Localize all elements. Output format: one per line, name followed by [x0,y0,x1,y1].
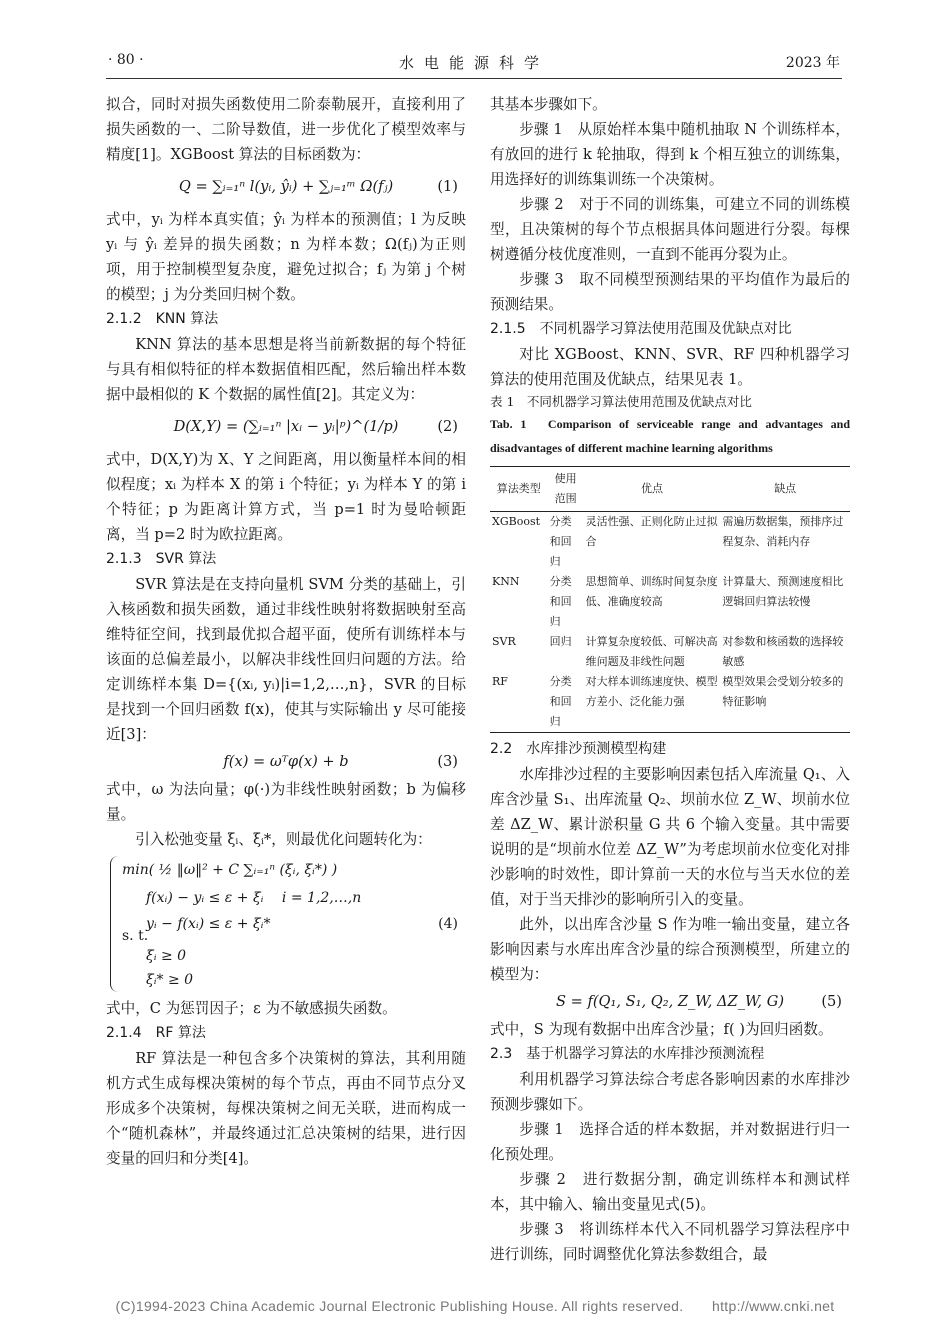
equation-4-brace [110,856,121,992]
equation-4-objective: min( ½ ‖ω‖² + C ∑ᵢ₌₁ⁿ (ξᵢ, ξᵢ*) ) [122,862,338,878]
eq2-description: 式中，D(X,Y)为 X、Y 之间距离，用以衡量样本间的相似程度；xᵢ 为样本 X 的第 i 个特征；yᵢ 为样本 Y 的第 i 个特征；p 为距离计算方式，当 p=1 时为曼哈顿距离，当 p=2 时为欧拉距离。 [106,451,466,543]
heading-model: 2.2 水库排沙预测模型构建 [490,741,667,757]
table-header-row [490,467,850,512]
rf-paragraph: RF 算法是一种包含多个决策树的算法，其利用随机方式生成每棵决策树的每个节点，再由不同节点分叉形成多个决策树，每棵决策树之间无关联，进而构成一个“随机森林”，并最终通过汇总决策树的结果，进行因变量的回归和分类[4]。 [106,1050,466,1167]
equation-4-st: s. t. [122,928,149,944]
comparison-table [490,466,850,733]
svr-paragraph: SVR 算法是在支持向量机 SVM 分类的基础上，引入核函数和损失函数，通过非线性映射将数据映射至高维特征空间，找到最优拟合超平面，使所有训练样本与该面的总偏差最小，以解决非线性回归问题的方法。给定训练样本集 D={(xᵢ, yᵢ)|i=1,2,…,n}，SVR 的目标是找到一个回归函数 f(x)，使其与实际输出 y 尽可能接近[3]： [106,576,466,743]
xgb-paragraph: 拟合，同时对损失函数使用二阶泰勒展开，直接利用了损失函数的一、二阶导数值，进一步优化了模型效率与精度[1]。XGBoost 算法的目标函数为： [106,96,466,163]
flow-paragraph: 利用机器学习算法综合考虑各影响因素的水库排沙预测步骤如下。 [490,1071,850,1113]
copyright-footer: (C)1994-2023 China Academic Journal Electronic Publishing House. All rights reserved. http://www.cnki.net [115,1298,835,1314]
page-header [108,52,840,76]
table-cell: 分类和回归 [549,575,572,628]
equation-4-number: (4) [438,916,458,932]
table-cell: 对参数和核函数的选择较敏感 [722,635,844,668]
knn-paragraph: KNN 算法的基本思想是将当前新数据的每个特征与具有相似特征的样本数据值相匹配，然后输出样本数据中最相似的 K 个数据的属性值[2]。其定义为： [106,336,466,403]
equation-5-number: (5) [821,993,842,1010]
table-cell: SVR [492,635,516,648]
flow-step-3: 步骤 3 将训练样本代入不同机器学习算法程序中进行训练，同时调整优化算法参数组合，最 [490,1221,850,1263]
equation-3 [106,747,466,777]
model-paragraph-2: 此外，以出库含沙量 S 作为唯一输出变量，建立各影响因素与水库出库含沙量的综合预测模型，所建立的模型为： [490,916,850,983]
table-caption-en: Tab. 1 Comparison of serviceable range and advantages and disadvantages of different machine learning algorithms [490,417,850,455]
table-cell: 分类和回归 [548,672,584,733]
eq1-description: 式中，yᵢ 为样本真实值；ŷᵢ 为样本的预测值；l 为反映 yᵢ 与 ŷᵢ 差异的损失函数；n 为样本数；Ω(fⱼ)为正则项，用于控制模型复杂度，避免过拟合；fⱼ 为第 j 个树的模型；j 为分类回归树个数。 [106,211,466,303]
rf-steps-intro: 其基本步骤如下。 [490,96,607,113]
table-header-cell: 优点 [584,467,721,512]
left-column [106,92,466,1171]
journal-name: 水电能源科学 [398,54,549,72]
table-header-cell: 算法类型 [490,467,548,512]
table-row [490,672,850,733]
equation-2-body: D(X,Y) = (∑ᵢ₌₁ⁿ |xᵢ − yᵢ|ᵖ)^(1/p) [173,418,399,435]
table-cell: 需遍历数据集，预排序过程复杂、消耗内存 [722,515,844,548]
table-caption-cn: 表 1 不同机器学习算法使用范围及优缺点对比 [490,394,752,409]
rf-step-1: 步骤 1 从原始样本集中随机抽取 N 个训练样本，有放回的进行 k 轮抽取，得到 k 个相互独立的训练集，用选择好的训练集训练一个决策树。 [490,121,850,188]
table-header-cell: 缺点 [720,467,850,512]
eq4-description: 式中，C 为惩罚因子；ε 为不敏感损失函数。 [106,1000,397,1017]
model-paragraph-1: 水库排沙过程的主要影响因素包括入库流量 Q₁、入库含沙量 S₁、出库流量 Q₂、坝前水位 Z_W、坝前水位差 ΔZ_W、累计淤积量 G 共 6 个输入变量。其中需要说明的是“坝前水位差 ΔZ_W”为考虑坝前水位变化对排沙影响的时效性，即计算前一天的水位与当天水位的差值，对于当天排沙的影响所引入的变量。 [490,766,850,908]
equation-1 [106,167,466,207]
slack-paragraph: 引入松弛变量 ξᵢ、ξᵢ*，则最优化问题转化为： [135,831,432,848]
equation-3-body: f(x) = ωᵀφ(x) + b [223,753,349,770]
table-row [490,572,850,632]
table-cell: 灵活性强、正则化防止过拟合 [585,515,718,548]
heading-flow: 2.3 基于机器学习算法的水库排沙预测流程 [490,1046,765,1062]
equation-4-constraint-2: yᵢ − f(xᵢ) ≤ ε + ξᵢ* [146,916,271,932]
equation-4-constraint-4: ξᵢ* ≥ 0 [146,972,194,988]
rf-step-2: 步骤 2 对于不同的训练集，可建立不同的训练模型，且决策树的每个节点根据具体问题进行分裂。每棵树遵循分枝优度准则，一直到不能再分裂为止。 [490,196,850,263]
table-row [490,632,850,672]
equation-1-number: (1) [437,178,458,195]
equation-5 [490,987,850,1017]
equation-2-number: (2) [437,418,458,435]
flow-step-1: 步骤 1 选择合适的样本数据，并对数据进行归一化预处理。 [490,1121,850,1163]
page-number: · 80 · [108,52,144,68]
table-cell: 模型效果会受划分较多的特征影响 [720,672,850,733]
table-cell: 思想简单、训练时间复杂度低、准确度较高 [585,575,718,608]
comparison-paragraph: 对比 XGBoost、KNN、SVR、RF 四种机器学习算法的使用范围及优缺点，结果见表 1。 [490,346,850,388]
year: 2023 年 [785,55,840,71]
right-column [490,92,850,1267]
equation-1-body: Q = ∑ᵢ₌₁ⁿ l(yᵢ, ŷᵢ) + ∑ⱼ₌₁ᵐ Ω(fⱼ) [178,178,394,195]
eq3-description: 式中，ω 为法向量；φ(·)为非线性映射函数；b 为偏移量。 [106,781,466,823]
heading-rf: 2.1.4 RF 算法 [106,1025,206,1041]
equation-2 [106,407,466,447]
table-cell: 分类和回归 [549,515,572,568]
table-cell: 对大样本训练速度快、模型方差小、泛化能力强 [584,672,721,733]
equation-4 [106,856,466,996]
heading-svr: 2.1.3 SVR 算法 [106,551,217,567]
equation-5-body: S = f(Q₁, S₁, Q₂, Z_W, ΔZ_W, G) [555,993,785,1010]
equation-3-number: (3) [437,753,458,770]
table-cell: 计算复杂度较低、可解决高维问题及非线性问题 [585,635,718,668]
eq5-description: 式中，S 为现有数据中出库含沙量；f( )为回归函数。 [490,1021,833,1038]
header-rule [106,78,842,79]
equation-4-constraint-3: ξᵢ ≥ 0 [146,948,187,964]
heading-comparison: 2.1.5 不同机器学习算法使用范围及优缺点对比 [490,321,792,337]
table-row [490,512,850,573]
table-cell: KNN [492,575,520,588]
rf-step-3: 步骤 3 取不同模型预测结果的平均值作为最后的预测结果。 [490,271,850,313]
table-cell: RF [490,672,548,733]
flow-step-2: 步骤 2 进行数据分割，确定训练样本和测试样本，其中输入、输出变量见式(5)。 [490,1171,850,1213]
table-cell: 计算量大、预测速度相比逻辑回归算法较慢 [722,575,844,608]
table-cell: 回归 [549,635,572,648]
table-header-cell: 使用范围 [548,467,584,512]
equation-4-constraint-1: f(xᵢ) − yᵢ ≤ ε + ξᵢ i = 1,2,…,n [146,890,362,906]
heading-knn: 2.1.2 KNN 算法 [106,311,219,327]
table-cell: XGBoost [492,515,541,528]
